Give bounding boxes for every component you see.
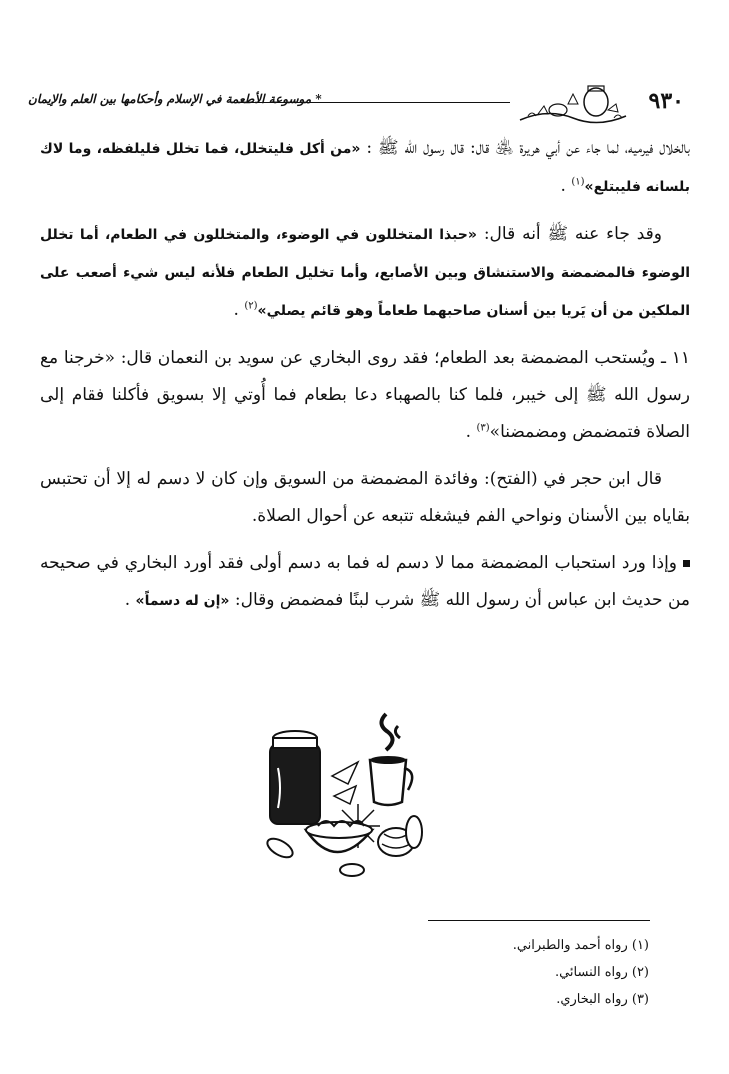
paragraph-3 <box>40 340 690 451</box>
footnote-ref-1[interactable]: (١) <box>571 176 585 188</box>
p2-hadith-quote: «حبذا المتخللون في الوضوء، والمتخللون في الطعام، أما تخلل الوضوء فالمضمضة والاستنشاق وبين الأصابع، وأما تخليل الطعام فلأنه ليس شيء أصعب على الملكين من أن يَريا بين أسنان صاحبهما طعاماً وهو قائم يصلي» <box>40 227 690 319</box>
running-title: * موسوعة الأطعمة في الإسلام وأحكامها بين العلم والإيمان <box>28 92 322 106</box>
page-header <box>28 80 688 132</box>
p5-end: . <box>124 590 136 610</box>
footnote-ref-3[interactable]: (٣) <box>476 422 490 434</box>
footnote-1: (١) رواه أحمد والطبراني. <box>512 938 649 953</box>
p3-end: . <box>465 422 477 442</box>
p5-text: وإذا ورد استحباب المضمضة مما لا دسم له فما به دسم أولى فقد أورد البخاري في صحيحه من حديث ابن عباس أن رسول الله ﷺ شرب لبنًا فمضمض وقال: <box>40 553 690 610</box>
footnote-2: (٢) رواه النسائي. <box>554 965 649 980</box>
paragraph-2 <box>40 216 690 330</box>
floral-ornament-icon <box>518 80 628 128</box>
paragraph-1 <box>40 130 690 206</box>
food-still-life-icon <box>262 708 432 888</box>
main-text <box>40 130 690 620</box>
paragraph-5 <box>40 545 690 620</box>
p2-text: وقد جاء عنه ﷺ أنه قال: <box>476 224 662 244</box>
p2-end: . <box>233 300 245 320</box>
footnote-3: (٣) رواه البخاري. <box>556 992 649 1007</box>
p1-text: بالخلال فيرميه، لما جاء عن أبي هريرة ﵁ قال: قال رسول الله ﷺ : <box>360 138 690 158</box>
p1-hadith-quote: «من أكل فليتخلل، فما تخلل فليلفظه، وما لاك بلسانه فليبتلع» <box>40 141 690 195</box>
p3-text: ١١ ـ ويُستحب المضمضة بعد الطعام؛ فقد روى البخاري عن سويد بن النعمان قال: «خرجنا مع رسول الله ﷺ إلى خيبر، فلما كنا بالصهباء دعا بطعام فما أُوتي إلا بسويق فأكلنا فقام إلى الصلاة فتمضمض ومضمضنا» <box>40 348 690 442</box>
p1-end: . <box>560 176 572 196</box>
bullet-square-icon <box>683 560 690 567</box>
footnote-ref-2[interactable]: (٢) <box>244 300 258 312</box>
p5-hadith-quote: «إن له دسماً» <box>135 593 230 609</box>
paragraph-4: قال ابن حجر في (الفتح): وفائدة المضمضة من السويق وإن كان لا دسم له إلا أن تحتبس بقاياه بين الأسنان ونواحي الفم فيشغله تتبعه عن أحوال الصلاة. <box>40 469 690 526</box>
page-number: ٩٣٠ <box>648 88 684 114</box>
footnotes <box>349 932 649 1013</box>
footnote-rule <box>428 920 650 921</box>
